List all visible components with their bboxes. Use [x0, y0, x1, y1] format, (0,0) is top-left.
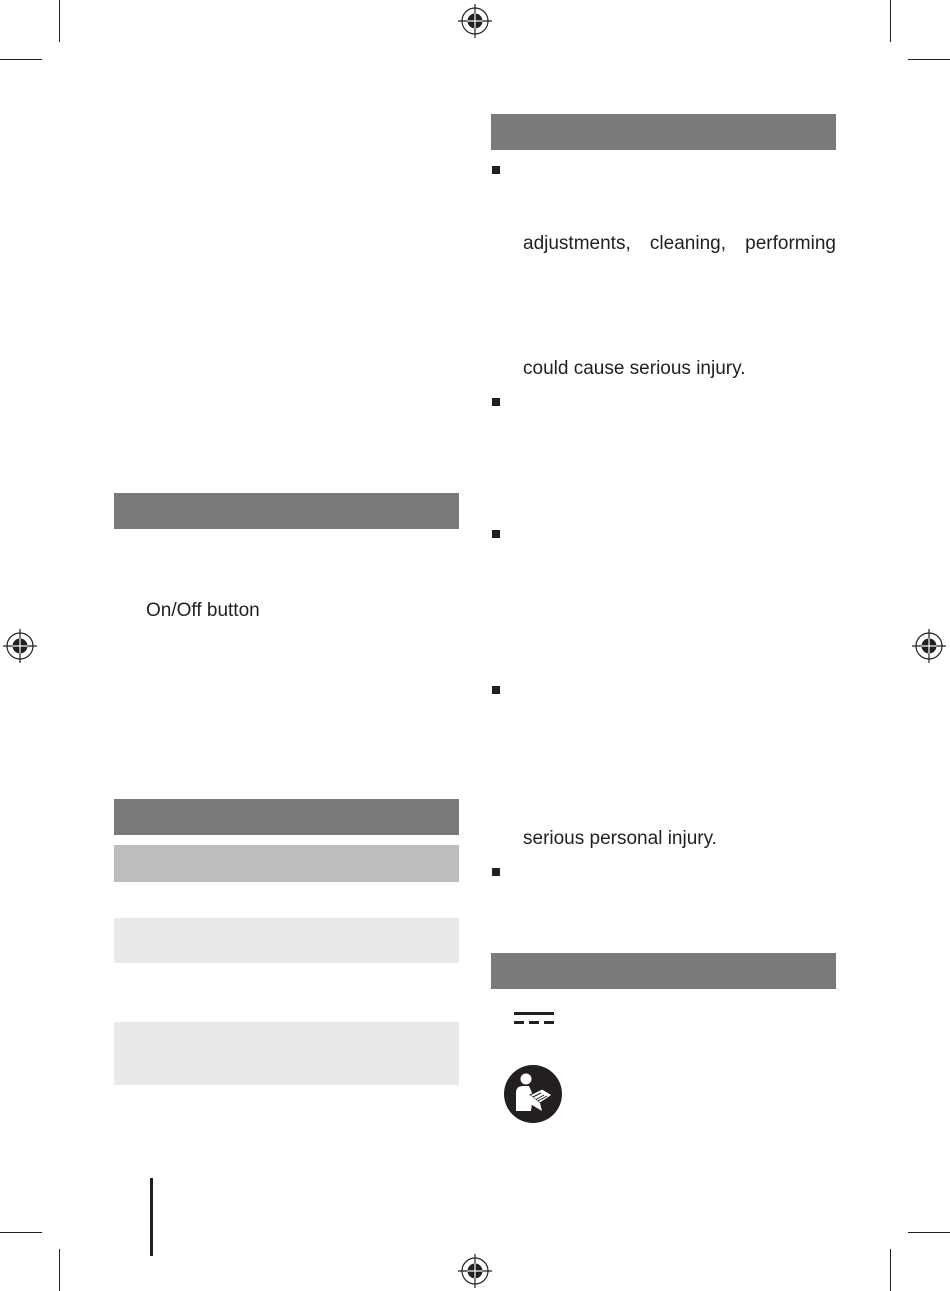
- bullet-square: [492, 166, 500, 174]
- table-subheader-bar: [114, 845, 459, 882]
- read-manual-icon: [504, 1065, 562, 1123]
- crop-mark: [890, 1249, 891, 1291]
- crop-mark: [0, 1232, 42, 1233]
- registration-mark-icon: [458, 4, 492, 38]
- bullet-square: [492, 868, 500, 876]
- bullet-square: [492, 530, 500, 538]
- crop-mark: [0, 59, 42, 60]
- bullet-square: [492, 398, 500, 406]
- crop-mark: [908, 1232, 950, 1233]
- direct-current-icon: [514, 1010, 554, 1026]
- crop-mark: [59, 1249, 60, 1291]
- section-header-bar: [491, 114, 836, 150]
- page-number-rule: [150, 1178, 153, 1256]
- table-header-bar: [114, 799, 459, 835]
- registration-mark-icon: [458, 1254, 492, 1288]
- safety-text-line: adjustments, cleaning, performing: [523, 233, 836, 254]
- section-header-bar: [114, 493, 459, 529]
- safety-text-line: could cause serious injury.: [523, 358, 746, 379]
- crop-mark: [908, 59, 950, 60]
- on-off-button-label: On/Off button: [146, 600, 260, 621]
- registration-mark-icon: [3, 629, 37, 663]
- table-row: [114, 1022, 459, 1085]
- crop-mark: [59, 0, 60, 42]
- bullet-square: [492, 686, 500, 694]
- symbols-header-bar: [491, 953, 836, 989]
- table-row: [114, 918, 459, 963]
- crop-mark: [890, 0, 891, 42]
- registration-mark-icon: [912, 629, 946, 663]
- safety-text-line: serious personal injury.: [523, 828, 717, 849]
